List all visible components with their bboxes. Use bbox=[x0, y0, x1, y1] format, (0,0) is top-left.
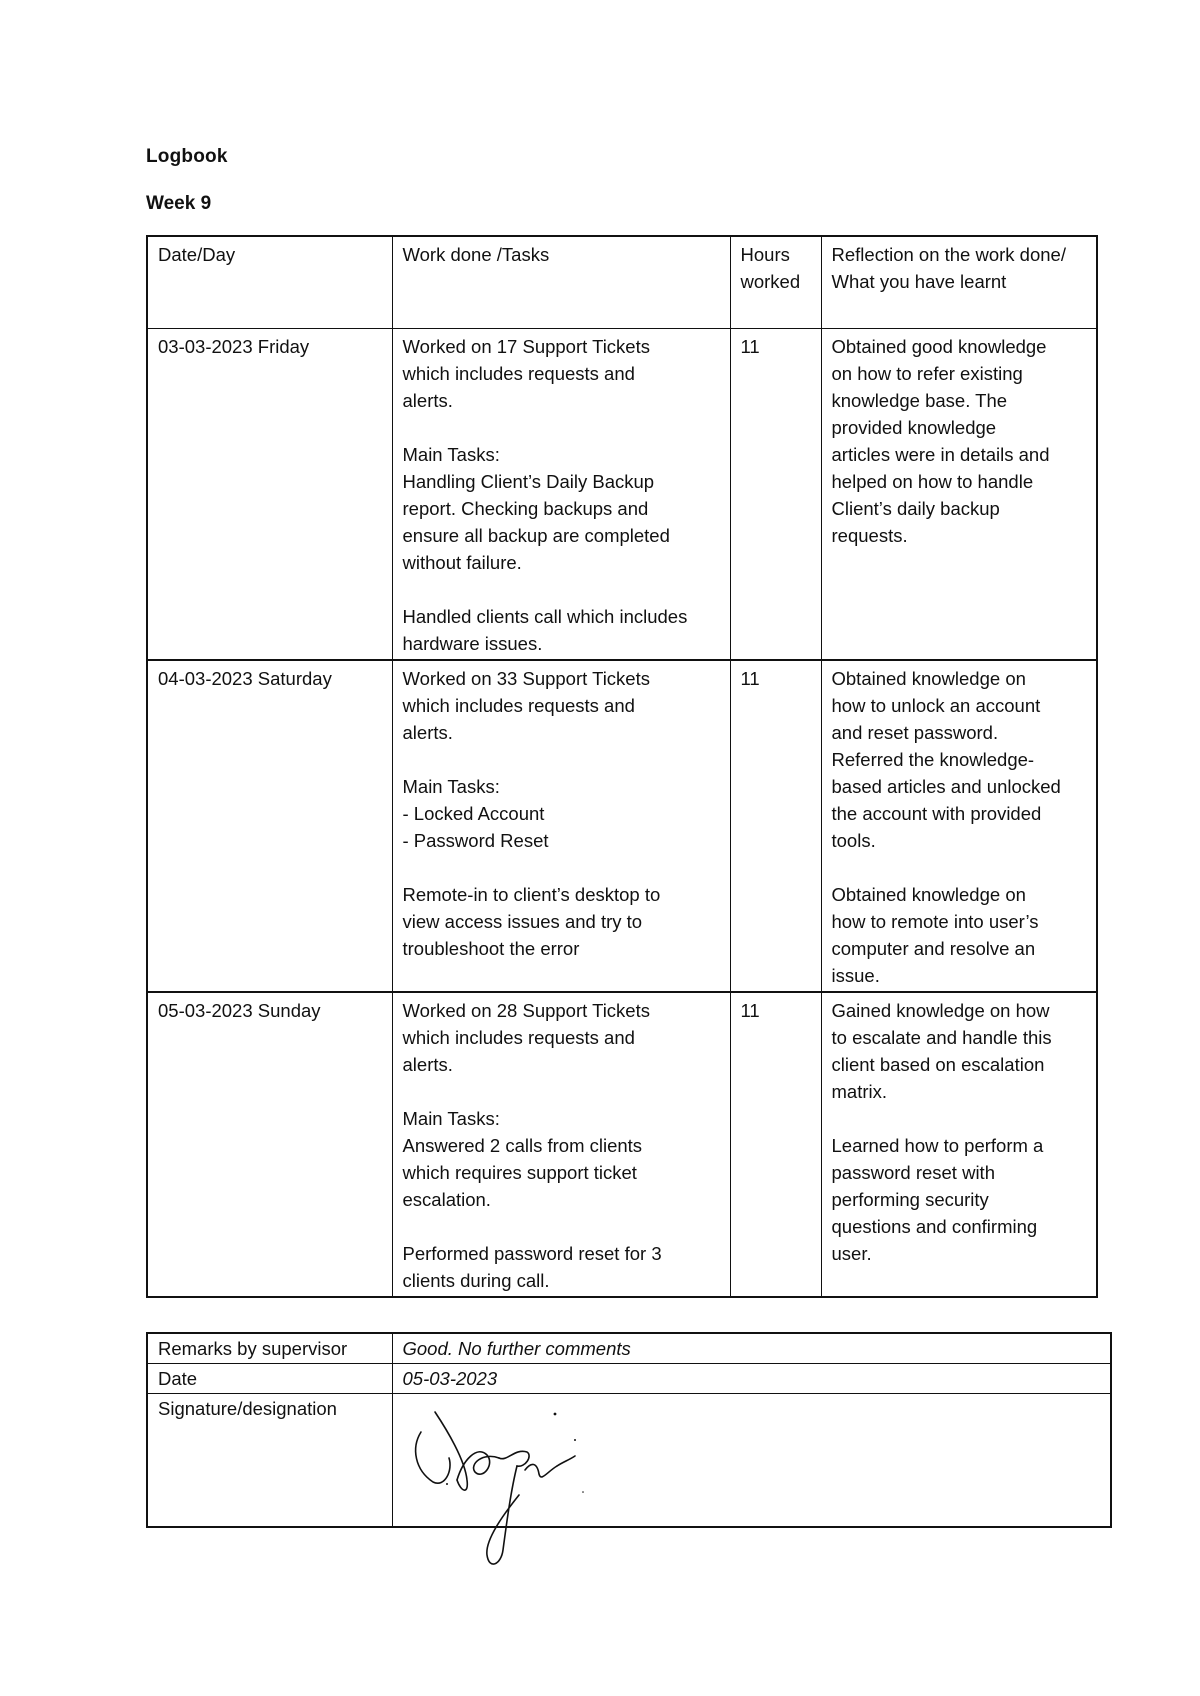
reflection-line: Obtained good knowledge bbox=[831, 336, 1047, 357]
work-line: escalation. bbox=[402, 1189, 491, 1210]
reflection-line: and reset password. bbox=[831, 722, 999, 743]
reflection-line: the account with provided bbox=[831, 803, 1042, 824]
work-line bbox=[403, 576, 720, 603]
work-line: Performed password reset for 3 bbox=[402, 1243, 662, 1264]
reflection-line: questions and confirming bbox=[831, 1216, 1038, 1237]
reflection-line: to escalate and handle this bbox=[831, 1027, 1052, 1048]
reflection-line: Gained knowledge on how bbox=[831, 1000, 1050, 1021]
work-line bbox=[403, 1078, 720, 1105]
document-week: Week 9 bbox=[146, 193, 212, 214]
date-row bbox=[147, 1364, 1111, 1394]
reflection-line: Client’s daily backup bbox=[831, 498, 1000, 519]
reflection-line: user. bbox=[831, 1243, 872, 1264]
work-line: Handling Client’s Daily Backup bbox=[402, 471, 655, 492]
table-row bbox=[147, 660, 1097, 992]
work-line: without failure. bbox=[402, 552, 522, 573]
reflection-line: knowledge base. The bbox=[831, 390, 1008, 411]
work-line: Main Tasks: bbox=[402, 1108, 500, 1129]
signature-row bbox=[147, 1394, 1111, 1528]
reflection-line: requests. bbox=[831, 525, 908, 546]
signature-cell bbox=[392, 1394, 1111, 1528]
work-line: Answered 2 calls from clients bbox=[402, 1135, 643, 1156]
work-line: view access issues and try to bbox=[402, 911, 643, 932]
work-line: alerts. bbox=[402, 722, 453, 743]
header-work: Work done /Tasks bbox=[392, 236, 730, 329]
reflection-line: on how to refer existing bbox=[831, 363, 1023, 384]
table-header-row bbox=[147, 236, 1097, 329]
supervisor-remarks-table bbox=[146, 1332, 1112, 1528]
reflection-line: client based on escalation bbox=[831, 1054, 1045, 1075]
work-line: which includes requests and bbox=[402, 695, 635, 716]
reflection-line bbox=[832, 1105, 1087, 1132]
handwritten-signature bbox=[407, 1400, 607, 1580]
logbook-table bbox=[146, 235, 1098, 1298]
cell-date: 04-03-2023 Saturday bbox=[147, 660, 392, 992]
reflection-line: provided knowledge bbox=[831, 417, 997, 438]
cell-hours: 11 bbox=[730, 660, 821, 992]
cell-reflection bbox=[821, 329, 1097, 661]
cell-hours: 11 bbox=[730, 992, 821, 1297]
header-date: Date/Day bbox=[147, 236, 392, 329]
work-line: Worked on 33 Support Tickets bbox=[402, 668, 650, 689]
work-line: which includes requests and bbox=[402, 363, 635, 384]
header-reflection: Reflection on the work done/ What you have learnt bbox=[821, 236, 1097, 329]
work-line: - Locked Account bbox=[402, 803, 545, 824]
reflection-line bbox=[832, 854, 1087, 881]
cell-reflection bbox=[821, 660, 1097, 992]
cell-date: 03-03-2023 Friday bbox=[147, 329, 392, 661]
cell-date: 05-03-2023 Sunday bbox=[147, 992, 392, 1297]
work-line bbox=[403, 854, 720, 881]
reflection-line: helped on how to handle bbox=[831, 471, 1034, 492]
work-line bbox=[403, 1213, 720, 1240]
work-line: hardware issues. bbox=[402, 633, 543, 654]
work-line: - Password Reset bbox=[402, 830, 549, 851]
reflection-line: based articles and unlocked bbox=[831, 776, 1061, 797]
table-row bbox=[147, 992, 1097, 1297]
work-line: troubleshoot the error bbox=[402, 938, 580, 959]
header-hours: Hours worked bbox=[730, 236, 821, 329]
reflection-line: Referred the knowledge- bbox=[831, 749, 1035, 770]
work-line: alerts. bbox=[402, 1054, 453, 1075]
work-line: Handled clients call which includes bbox=[402, 606, 688, 627]
work-line bbox=[403, 414, 720, 441]
document-title: Logbook bbox=[146, 146, 228, 167]
reflection-line: performing security bbox=[831, 1189, 989, 1210]
work-line: which requires support ticket bbox=[402, 1162, 637, 1183]
work-line: clients during call. bbox=[402, 1270, 550, 1291]
reflection-line: matrix. bbox=[831, 1081, 887, 1102]
work-line bbox=[403, 746, 720, 773]
remarks-row bbox=[147, 1333, 1111, 1364]
reflection-line: Learned how to perform a bbox=[831, 1135, 1044, 1156]
reflection-line: how to unlock an account bbox=[831, 695, 1041, 716]
reflection-line: Obtained knowledge on bbox=[831, 668, 1026, 689]
work-line: which includes requests and bbox=[402, 1027, 635, 1048]
reflection-line: how to remote into user’s bbox=[831, 911, 1039, 932]
reflection-line: tools. bbox=[831, 830, 876, 851]
reflection-line: computer and resolve an bbox=[831, 938, 1036, 959]
cell-reflection bbox=[821, 992, 1097, 1297]
signature-label: Signature/designation bbox=[147, 1394, 392, 1528]
work-line: Worked on 28 Support Tickets bbox=[402, 1000, 650, 1021]
cell-work bbox=[392, 329, 730, 661]
remarks-value: Good. No further comments bbox=[392, 1333, 1111, 1364]
remarks-label: Remarks by supervisor bbox=[147, 1333, 392, 1364]
work-line: Main Tasks: bbox=[402, 776, 500, 797]
reflection-line: articles were in details and bbox=[831, 444, 1050, 465]
reflection-line: issue. bbox=[831, 965, 880, 986]
date-value: 05-03-2023 bbox=[392, 1364, 1111, 1394]
work-line: Remote-in to client’s desktop to bbox=[402, 884, 661, 905]
table-row bbox=[147, 329, 1097, 661]
reflection-line: Obtained knowledge on bbox=[831, 884, 1026, 905]
cell-work bbox=[392, 992, 730, 1297]
date-label: Date bbox=[147, 1364, 392, 1394]
cell-hours: 11 bbox=[730, 329, 821, 661]
cell-work bbox=[392, 660, 730, 992]
work-line: ensure all backup are completed bbox=[402, 525, 670, 546]
work-line: alerts. bbox=[402, 390, 453, 411]
work-line: report. Checking backups and bbox=[402, 498, 649, 519]
reflection-line: password reset with bbox=[831, 1162, 995, 1183]
work-line: Worked on 17 Support Tickets bbox=[402, 336, 650, 357]
work-line: Main Tasks: bbox=[402, 444, 500, 465]
